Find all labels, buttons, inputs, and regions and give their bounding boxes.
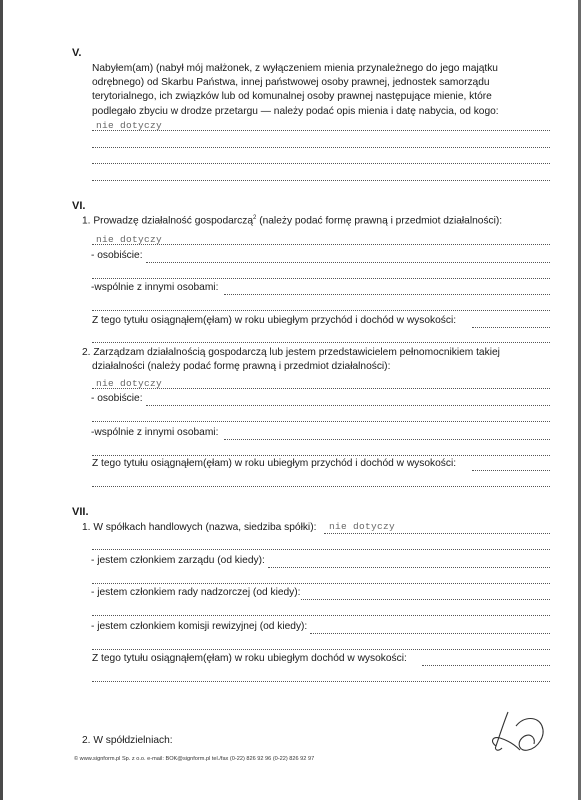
scan-edge-left	[0, 0, 3, 800]
answer-line	[92, 342, 550, 343]
answer-line	[92, 649, 550, 650]
answer-line	[92, 278, 550, 279]
answer-line	[224, 294, 550, 295]
answer-line	[92, 163, 550, 164]
section-vi-numeral: VI.	[72, 200, 86, 212]
answer-line	[92, 455, 550, 456]
section-vi-item1-text-rest: (należy podać formę prawną i przedmiot działalności):	[256, 215, 503, 227]
answer-line	[224, 439, 550, 440]
answer-line	[92, 681, 550, 682]
section-vii-numeral: VII.	[72, 506, 89, 518]
answer-line	[422, 665, 550, 666]
section-vi-item1-answer: nie dotyczy	[96, 234, 163, 245]
answer-line	[92, 583, 550, 584]
section-vi-item2-line: działalności (należy podać formę prawną i przedmiot działalności):	[92, 361, 391, 373]
answer-line	[324, 533, 550, 534]
answer-line	[92, 310, 550, 311]
section-vi-item2-heading	[82, 346, 560, 374]
section-vi-item1-jointly-label: -wspólnie z innymi osobami:	[91, 282, 219, 293]
section-v-paragraph	[92, 62, 562, 119]
section-vii-item1-label: 1. W spółkach handlowych (nazwa, siedziba spółki):	[82, 522, 317, 533]
answer-line	[92, 549, 550, 550]
answer-line	[92, 388, 550, 389]
section-v-line: terytorialnego, ich związków lub od komunalnej osoby prawnej następujące mienie, które	[92, 91, 492, 103]
section-vi-item1-income-label: Z tego tytułu osiągnąłem(ęłam) w roku ubiegłym przychód i dochód w wysokości:	[92, 315, 457, 326]
section-vi-item2-line: 2. Zarządzam działalnością gospodarczą lub jestem przedstawicielem pełnomocnikiem takiej	[82, 347, 500, 358]
section-vi-item1-text: 1. Prowadzę działalność gospodarczą	[82, 215, 254, 227]
section-vii-income-label: Z tego tytułu osiągnąłem(ęłam) w roku ubiegłym dochód w wysokości:	[92, 653, 407, 664]
answer-line	[92, 180, 550, 181]
section-v-line: Nabyłem(am) (nabył mój małżonek, z wyłączeniem mienia przynależnego do jego majątku	[92, 63, 498, 74]
answer-line	[92, 130, 550, 131]
section-vii-item1-answer: nie dotyczy	[329, 521, 396, 532]
answer-line	[146, 262, 550, 263]
answer-line	[146, 405, 550, 406]
section-v-answer: nie dotyczy	[96, 120, 163, 131]
section-v-line: odrębnego) od Skarbu Państwa, innej państwowej osoby prawnej, jednostek samorządu	[92, 77, 490, 89]
section-vii-board-label: - jestem członkiem zarządu (od kiedy):	[91, 555, 265, 566]
footer-text: © www.signform.pl Sp. z o.o. e-mail: BOK@signform.pl tel./fax (0-22) 826 92 96 (0-22) 826 92 97	[74, 756, 315, 762]
section-vi-item2-personal-label: - osobiście:	[91, 393, 143, 404]
section-vi-item2-answer: nie dotyczy	[96, 378, 163, 389]
answer-line	[310, 633, 550, 634]
footnote-marker: 2	[253, 215, 257, 221]
signature-initials-icon	[486, 706, 558, 758]
section-vi-item1-heading	[82, 215, 502, 226]
answer-line	[472, 470, 550, 471]
section-vii-item2-label: 2. W spółdzielniach:	[82, 735, 173, 746]
section-vi-item1-personal-label: - osobiście:	[91, 250, 143, 261]
answer-line	[92, 147, 550, 148]
section-v-line: podlegało zbyciu w drodze przetargu — należy podać opis mienia i datę nabycia, od kogo:	[92, 105, 499, 117]
answer-line	[301, 599, 550, 600]
section-vii-supervisory-label: - jestem członkiem rady nadzorczej (od kiedy):	[91, 587, 301, 598]
answer-line	[92, 244, 550, 245]
section-vii-audit-label: - jestem członkiem komisji rewizyjnej (od kiedy):	[91, 621, 308, 632]
answer-line	[268, 567, 550, 568]
answer-line	[92, 615, 550, 616]
section-v-numeral: V.	[72, 47, 82, 59]
answer-line	[92, 486, 550, 487]
answer-line	[472, 327, 550, 328]
answer-line	[92, 421, 550, 422]
section-vi-item2-income-label: Z tego tytułu osiągnąłem(ęłam) w roku ubiegłym przychód i dochód w wysokości:	[92, 458, 457, 469]
section-vi-item2-jointly-label: -wspólnie z innymi osobami:	[91, 427, 219, 438]
